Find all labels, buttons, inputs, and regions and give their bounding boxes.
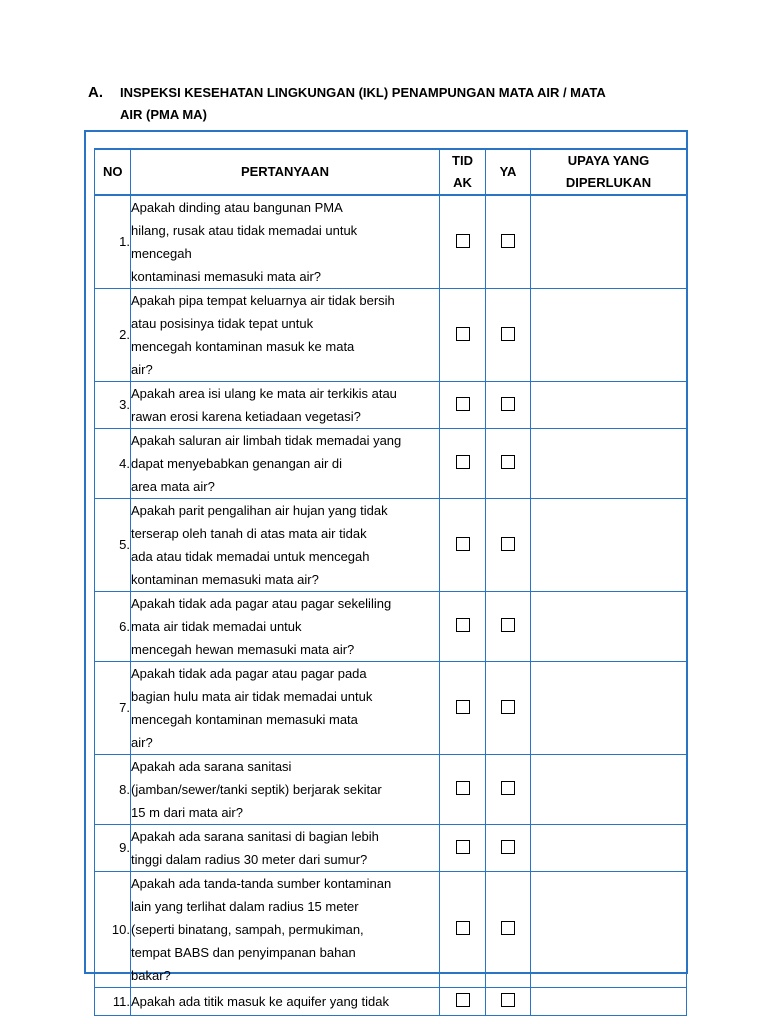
question-line: mata air tidak memadai untuk — [131, 619, 302, 634]
row-number: 10. — [95, 872, 131, 988]
checkbox-tidak[interactable] — [456, 234, 470, 248]
answer-tidak-cell — [440, 988, 486, 1016]
section-letter: A. — [88, 84, 103, 101]
checkbox-ya[interactable] — [501, 327, 515, 341]
question-line: Apakah ada titik masuk ke aquifer yang tidak — [131, 994, 389, 1009]
question-cell — [131, 872, 440, 988]
table-row — [95, 988, 687, 1016]
checkbox-tidak[interactable] — [456, 921, 470, 935]
question-line: Apakah area isi ulang ke mata air terkikis atau — [131, 386, 397, 401]
header-tidak: TID AK — [440, 149, 486, 195]
upaya-cell[interactable] — [531, 592, 687, 662]
upaya-cell[interactable] — [531, 825, 687, 872]
table-row — [95, 382, 687, 429]
frame-top-border — [84, 130, 688, 132]
row-number: 9. — [95, 825, 131, 872]
question-cell — [131, 195, 440, 289]
question-cell — [131, 289, 440, 382]
table-row — [95, 662, 687, 755]
checkbox-tidak[interactable] — [456, 781, 470, 795]
checkbox-ya[interactable] — [501, 993, 515, 1007]
row-number: 11. — [95, 988, 131, 1016]
question-line: Apakah tidak ada pagar atau pagar pada — [131, 666, 367, 681]
table-row — [95, 499, 687, 592]
answer-ya-cell — [486, 755, 531, 825]
header-ya: YA — [486, 149, 531, 195]
row-number: 1. — [95, 195, 131, 289]
question-line: dapat menyebabkan genangan air di — [131, 456, 343, 471]
section-title-line1: INSPEKSI KESEHATAN LINGKUNGAN (IKL) PENAMPUNGAN MATA AIR / MATA — [120, 85, 606, 100]
question-cell — [131, 382, 440, 429]
question-line: bakar? — [131, 968, 171, 983]
row-number: 4. — [95, 429, 131, 499]
upaya-cell[interactable] — [531, 662, 687, 755]
upaya-cell[interactable] — [531, 195, 687, 289]
section-title-line2: AIR (PMA MA) — [120, 107, 207, 122]
table-row — [95, 289, 687, 382]
upaya-cell[interactable] — [531, 872, 687, 988]
question-line: Apakah ada tanda-tanda sumber kontaminan — [131, 876, 392, 891]
question-line: Apakah pipa tempat keluarnya air tidak bersih — [131, 293, 395, 308]
question-cell — [131, 825, 440, 872]
question-cell — [131, 755, 440, 825]
checkbox-ya[interactable] — [501, 840, 515, 854]
row-number: 3. — [95, 382, 131, 429]
question-line: mencegah kontaminan masuk ke mata — [131, 339, 355, 354]
question-line: mencegah — [131, 246, 192, 261]
question-line: atau posisinya tidak tepat untuk — [131, 316, 314, 331]
upaya-cell[interactable] — [531, 429, 687, 499]
row-number: 7. — [95, 662, 131, 755]
answer-tidak-cell — [440, 499, 486, 592]
answer-ya-cell — [486, 662, 531, 755]
upaya-cell[interactable] — [531, 499, 687, 592]
row-number: 2. — [95, 289, 131, 382]
table-row — [95, 872, 687, 988]
question-cell — [131, 662, 440, 755]
question-line: mencegah hewan memasuki mata air? — [131, 642, 355, 657]
question-cell — [131, 988, 440, 1016]
checkbox-ya[interactable] — [501, 700, 515, 714]
answer-tidak-cell — [440, 382, 486, 429]
answer-ya-cell — [486, 289, 531, 382]
upaya-cell[interactable] — [531, 289, 687, 382]
answer-tidak-cell — [440, 872, 486, 988]
answer-ya-cell — [486, 429, 531, 499]
question-line: kontaminasi memasuki mata air? — [131, 269, 322, 284]
checkbox-ya[interactable] — [501, 781, 515, 795]
checkbox-ya[interactable] — [501, 618, 515, 632]
table-row — [95, 592, 687, 662]
question-line: 15 m dari mata air? — [131, 805, 243, 820]
row-number: 5. — [95, 499, 131, 592]
answer-tidak-cell — [440, 195, 486, 289]
answer-tidak-cell — [440, 755, 486, 825]
answer-tidak-cell — [440, 662, 486, 755]
answer-tidak-cell — [440, 289, 486, 382]
header-no: NO — [95, 149, 131, 195]
question-line: mencegah kontaminan memasuki mata — [131, 712, 358, 727]
checkbox-ya[interactable] — [501, 921, 515, 935]
question-line: Apakah parit pengalihan air hujan yang tidak — [131, 503, 388, 518]
table-row — [95, 195, 687, 289]
question-line: area mata air? — [131, 479, 215, 494]
answer-tidak-cell — [440, 825, 486, 872]
question-line: (seperti binatang, sampah, permukiman, — [131, 922, 364, 937]
question-line: terserap oleh tanah di atas mata air tidak — [131, 526, 367, 541]
section-heading — [88, 82, 688, 126]
answer-tidak-cell — [440, 429, 486, 499]
upaya-cell[interactable] — [531, 382, 687, 429]
question-line: Apakah dinding atau bangunan PMA — [131, 200, 343, 215]
question-line: hilang, rusak atau tidak memadai untuk — [131, 223, 358, 238]
answer-ya-cell — [486, 195, 531, 289]
question-line: Apakah ada sarana sanitasi di bagian lebih — [131, 829, 379, 844]
table-row — [95, 755, 687, 825]
checkbox-ya[interactable] — [501, 234, 515, 248]
question-line: tinggi dalam radius 30 meter dari sumur? — [131, 852, 368, 867]
checkbox-tidak[interactable] — [456, 455, 470, 469]
question-line: rawan erosi karena ketiadaan vegetasi? — [131, 409, 361, 424]
question-line: air? — [131, 362, 153, 377]
header-question: PERTANYAAN — [131, 149, 440, 195]
checkbox-tidak[interactable] — [456, 327, 470, 341]
checkbox-tidak[interactable] — [456, 993, 470, 1007]
answer-ya-cell — [486, 382, 531, 429]
frame-left-border — [84, 130, 86, 974]
question-line: (jamban/sewer/tanki septik) berjarak sekitar — [131, 782, 382, 797]
inspection-table — [94, 148, 687, 1016]
question-line: Apakah ada sarana sanitasi — [131, 759, 292, 774]
answer-ya-cell — [486, 825, 531, 872]
checkbox-tidak[interactable] — [456, 618, 470, 632]
question-cell — [131, 429, 440, 499]
answer-tidak-cell — [440, 592, 486, 662]
upaya-cell[interactable] — [531, 988, 687, 1016]
answer-ya-cell — [486, 988, 531, 1016]
checkbox-tidak[interactable] — [456, 840, 470, 854]
upaya-cell[interactable] — [531, 755, 687, 825]
question-cell — [131, 592, 440, 662]
answer-ya-cell — [486, 499, 531, 592]
question-line: air? — [131, 735, 153, 750]
checkbox-tidak[interactable] — [456, 397, 470, 411]
question-line: Apakah saluran air limbah tidak memadai yang — [131, 433, 402, 448]
question-cell — [131, 499, 440, 592]
question-line: tempat BABS dan penyimpanan bahan — [131, 945, 356, 960]
question-line: Apakah tidak ada pagar atau pagar sekeliling — [131, 596, 392, 611]
question-line: kontaminan memasuki mata air? — [131, 572, 319, 587]
table-row — [95, 825, 687, 872]
row-number: 6. — [95, 592, 131, 662]
header-upaya: UPAYA YANG DIPERLUKAN — [531, 149, 687, 195]
answer-ya-cell — [486, 592, 531, 662]
answer-ya-cell — [486, 872, 531, 988]
checkbox-ya[interactable] — [501, 537, 515, 551]
question-line: bagian hulu mata air tidak memadai untuk — [131, 689, 373, 704]
checkbox-ya[interactable] — [501, 397, 515, 411]
table-header-row — [95, 149, 687, 195]
checkbox-tidak[interactable] — [456, 700, 470, 714]
checkbox-tidak[interactable] — [456, 537, 470, 551]
table-row — [95, 429, 687, 499]
checkbox-ya[interactable] — [501, 455, 515, 469]
row-number: 8. — [95, 755, 131, 825]
question-line: ada atau tidak memadai untuk mencegah — [131, 549, 370, 564]
question-line: lain yang terlihat dalam radius 15 meter — [131, 899, 359, 914]
